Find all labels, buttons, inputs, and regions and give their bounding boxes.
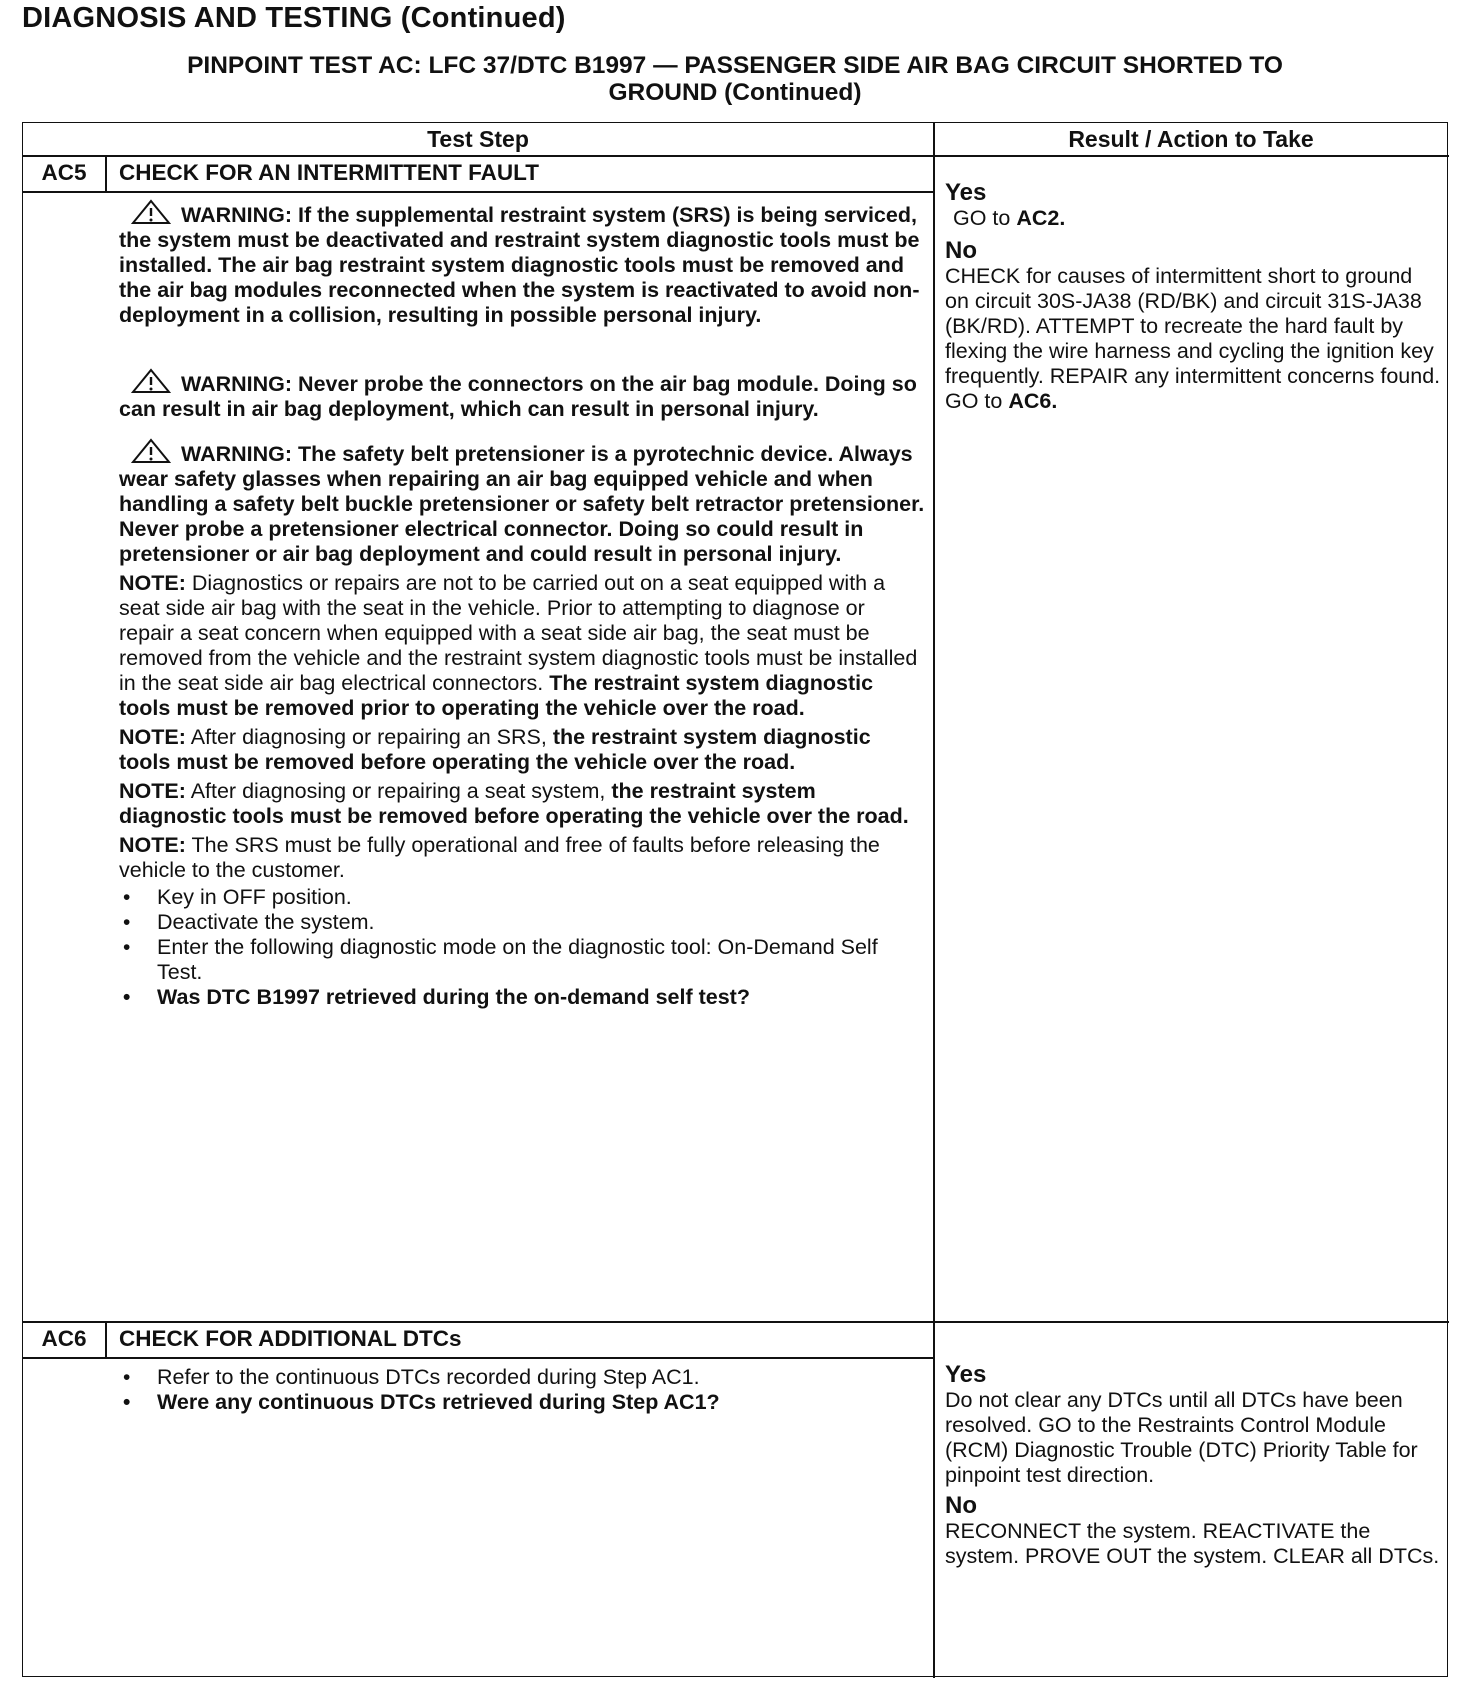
- test-title-line-2: GROUND (Continued): [608, 79, 862, 106]
- result-no-text: CHECK for causes of intermittent short to ground on circuit 30S-JA38 (RD/BK) and circuit 31S-JA38 (BK/RD). ATTEMPT to recreate the hard fault by flexing the wire harness and cycling the ignition key frequently. REPAIR any intermittent concerns found. GO to: [945, 264, 1441, 413]
- page-header: DIAGNOSIS AND TESTING (Continued): [22, 2, 566, 34]
- column-divider: [933, 123, 935, 1678]
- note-label: NOTE:: [119, 779, 186, 803]
- column-header-test-step: Test Step: [427, 126, 529, 152]
- note-emphasis: The restraint system diagnostic tools must be removed prior to operating the vehicle over the road.: [119, 671, 874, 720]
- ac6-result: [945, 1361, 1441, 1569]
- note-label: NOTE:: [119, 833, 186, 857]
- ac6-title-rule: [23, 1357, 933, 1359]
- list-item: • Key in OFF position.: [119, 885, 925, 910]
- note-seat-side-airbag: [119, 571, 925, 721]
- result-no-label: No: [945, 237, 977, 264]
- step-id-divider: [105, 155, 107, 191]
- step-title-ac6: CHECK FOR ADDITIONAL DTCs: [119, 1326, 462, 1351]
- note-text: The SRS must be fully operational and free of faults before releasing the vehicle to the customer.: [119, 833, 880, 882]
- result-yes-text: GO to: [953, 206, 1011, 230]
- result-yes-ref: AC2.: [1016, 206, 1066, 230]
- pinpoint-test-title: [22, 52, 1448, 106]
- warning-triangle-icon: [131, 199, 171, 225]
- ac5-step-list: [119, 885, 925, 1010]
- warning-probe-text: WARNING: Never probe the connectors on the air bag module. Doing so can result in air bag deployment, which can result in personal injury.: [119, 372, 917, 421]
- result-no-label: No: [945, 1492, 977, 1519]
- ac6-step-list: [119, 1365, 925, 1415]
- ac5-title-rule: [23, 191, 933, 193]
- step-id-divider: [105, 1321, 107, 1357]
- ac5-result: [945, 179, 1441, 414]
- note-text: After diagnosing or repairing a seat system,: [190, 779, 606, 803]
- result-no-text: RECONNECT the system. REACTIVATE the system. PROVE OUT the system. CLEAR all DTCs.: [945, 1519, 1440, 1568]
- result-no-ref: AC6.: [1008, 389, 1058, 413]
- note-emphasis: the restraint system diagnostic tools must be removed before operating the vehicle over the road.: [119, 779, 909, 828]
- warning-pretensioner: [119, 438, 925, 567]
- list-item-question: • Were any continuous DTCs retrieved during Step AC1?: [119, 1390, 925, 1415]
- list-item: • Deactivate the system.: [119, 910, 925, 935]
- note-emphasis: the restraint system diagnostic tools must be removed before operating the vehicle over the road.: [119, 725, 871, 774]
- warning-probe: [119, 368, 925, 422]
- ac6-test-step-body: [119, 1363, 925, 1415]
- note-text: Diagnostics or repairs are not to be carried out on a seat equipped with a seat side air bag with the seat in the vehicle. Prior to attempting to diagnose or repair a seat concern when equipped with a seat side air bag, the seat must be removed from the vehicle and the restraint system diagnostic tools must be installed in the seat side air bag electrical connectors.: [119, 571, 918, 695]
- note-label: NOTE:: [119, 725, 186, 749]
- list-item-question: • Was DTC B1997 retrieved during the on-demand self test?: [119, 985, 925, 1010]
- note-srs: [119, 725, 925, 775]
- note-label: NOTE:: [119, 571, 186, 595]
- result-yes-label: Yes: [945, 1361, 987, 1388]
- step-title-ac5: CHECK FOR AN INTERMITTENT FAULT: [119, 160, 539, 185]
- pinpoint-test-table: [22, 122, 1448, 1677]
- result-yes-action: [945, 206, 1441, 231]
- ac5-test-step-body: [119, 199, 925, 1010]
- list-item: • Refer to the continuous DTCs recorded during Step AC1.: [119, 1365, 925, 1390]
- result-no-action: [945, 264, 1441, 414]
- warning-triangle-icon: [131, 368, 171, 394]
- warning-srs-text: WARNING: If the supplemental restraint system (SRS) is being serviced, the system must be deactivated and restraint system diagnostic tools must be installed. The air bag restraint system diagnostic tools must be removed and the air bag modules reconnected when the system is reactivated to avoid non-deployment in a collision, resulting in possible personal injury.: [119, 203, 920, 327]
- warning-srs: [119, 199, 925, 328]
- step-id-ac6: AC6: [41, 1326, 87, 1351]
- result-yes-text: Do not clear any DTCs until all DTCs have been resolved. GO to the Restraints Control Module (RCM) Diagnostic Trouble (DTC) Priority Table for pinpoint test direction.: [945, 1388, 1418, 1487]
- list-item: • Enter the following diagnostic mode on the diagnostic tool: On-Demand Self Test.: [119, 935, 925, 985]
- result-yes-label: Yes: [945, 179, 987, 206]
- note-text: After diagnosing or repairing an SRS,: [190, 725, 547, 749]
- test-title-line-1: PINPOINT TEST AC: LFC 37/DTC B1997 — PASSENGER SIDE AIR BAG CIRCUIT SHORTED TO: [187, 52, 1283, 79]
- step-id-ac5: AC5: [41, 160, 87, 185]
- column-header-result: Result / Action to Take: [1068, 126, 1314, 152]
- warning-pretensioner-text: WARNING: The safety belt pretensioner is a pyrotechnic device. Always wear safety glasses when repairing an air bag equipped vehicle and when handling a safety belt buckle pretensioner or safety belt retractor pretensioner. Never probe a pretensioner electrical connector. Doing so could result in pretensioner or air bag deployment and could result in personal injury.: [119, 442, 925, 566]
- warning-triangle-icon: [131, 438, 171, 464]
- note-seat-system: [119, 779, 925, 829]
- note-srs-operational: [119, 833, 925, 883]
